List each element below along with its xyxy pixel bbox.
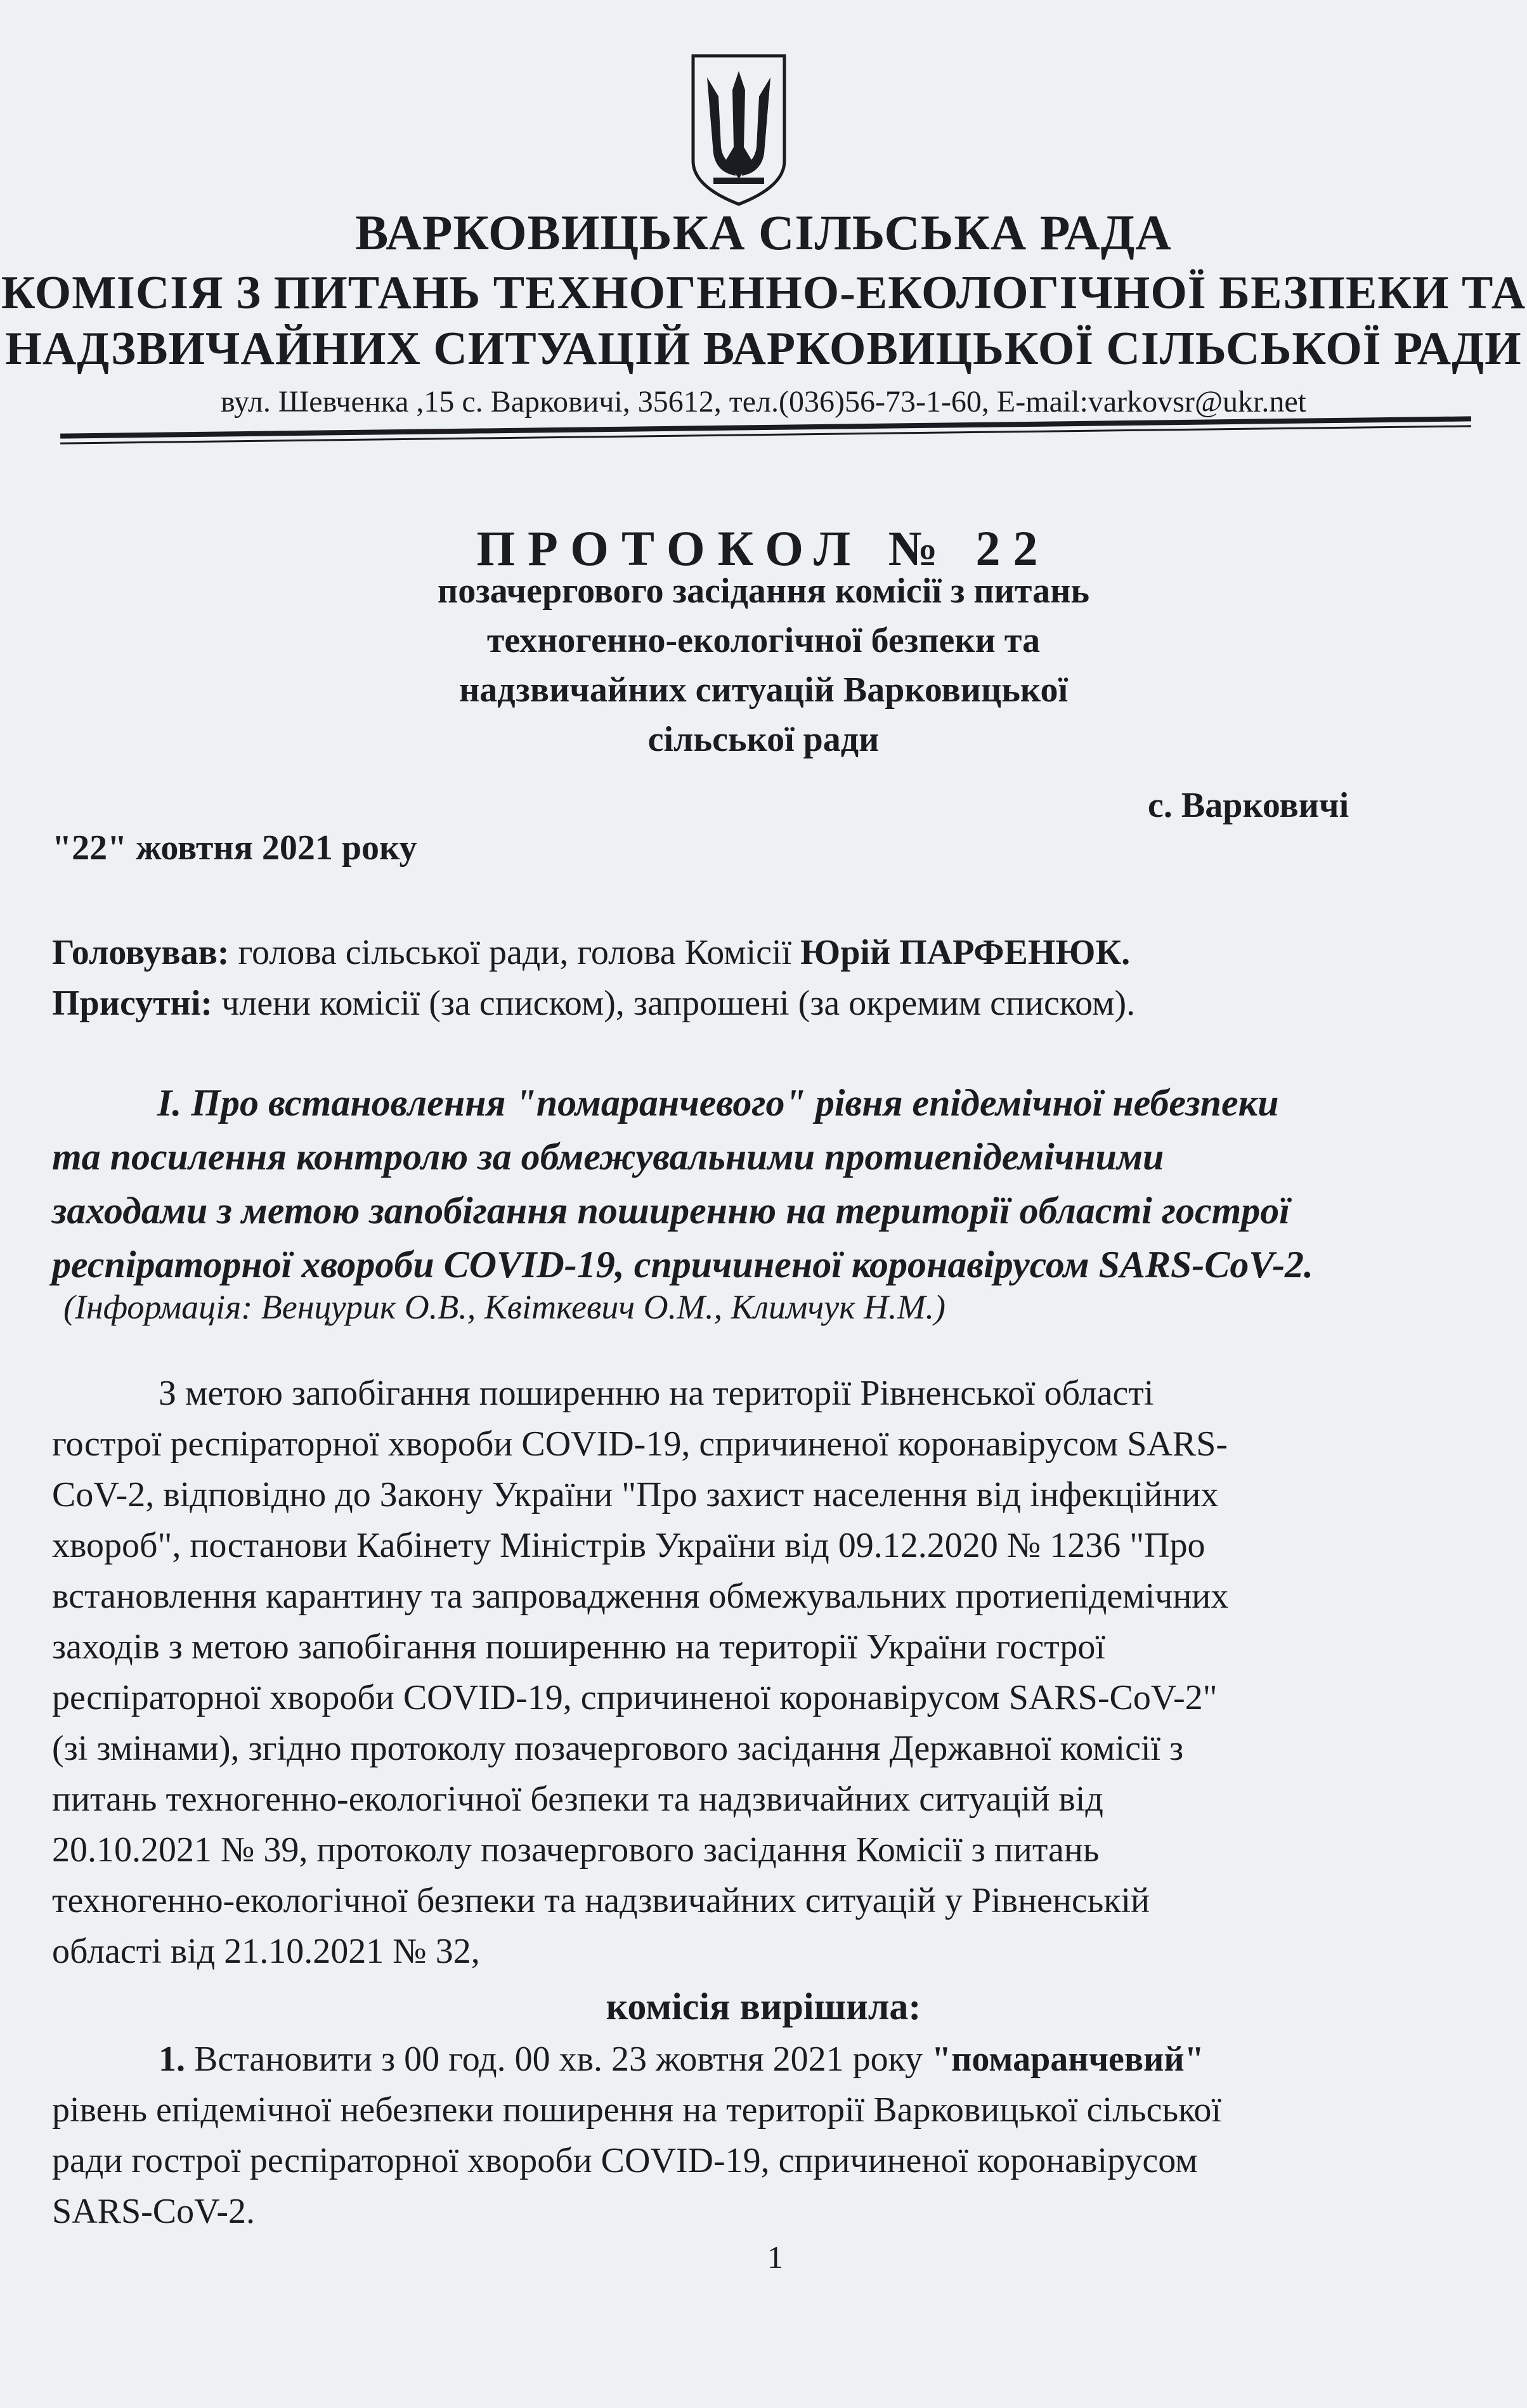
protocol-subtitle-line: позачергового засідання комісії з питань (438, 571, 1089, 611)
protocol-subtitle-line: техногенно-екологічної безпеки та (486, 621, 1041, 660)
body-line: заходів з метою запобігання поширенню на території України гострої (52, 1627, 1105, 1667)
decision-point-number: 1. (159, 2040, 185, 2079)
page-number: 1 (767, 2239, 783, 2275)
council-name: ВАРКОВИЦЬКА СІЛЬСЬКА РАДА (355, 205, 1172, 260)
chaired-label: Головував: (52, 933, 230, 972)
body-line: респіраторної хвороби COVID-19, спричиненої коронавірусом SARS-CoV-2" (52, 1678, 1218, 1717)
agenda-item-heading-line: респіраторної хвороби COVID-19, спричиненої коронавірусом SARS-CoV-2. (52, 1244, 1314, 1285)
chaired-line (52, 932, 1479, 973)
decision-point-line: рівень епідемічної небезпеки поширення на території Варковицької сільської (52, 2090, 1221, 2130)
body-line: З метою запобігання поширенню на території Рівненської області (159, 1374, 1154, 1413)
agenda-item-heading-line: I. Про встановлення "помаранчевого" рівня епідемічної небезпеки (157, 1082, 1279, 1124)
commission-name-line1: КОМІСІЯ З ПИТАНЬ ТЕХНОГЕННО-ЕКОЛОГІЧНОЇ БЕЗПЕКИ ТА (1, 267, 1526, 319)
epidemic-level: "помаранчевий" (932, 2040, 1204, 2079)
body-line: техногенно-екологічної безпеки та надзвичайних ситуацій у Рівненській (52, 1881, 1150, 1920)
present-label: Присутні: (52, 984, 213, 1023)
decision-point-line (159, 2039, 1478, 2079)
decision-point-text: Встановити з 00 год. 00 хв. 23 жовтня 2021 року (185, 2040, 932, 2079)
body-line: 20.10.2021 № 39, протоколу позачергового засідання Комісії з питань (52, 1830, 1100, 1870)
protocol-subtitle-line: надзвичайних ситуацій Варковицької (458, 670, 1068, 710)
present-line (52, 983, 1479, 1024)
agenda-item-heading-line: та посилення контролю за обмежувальними протиепідемічними (52, 1136, 1164, 1178)
present-text: члени комісії (за списком), запрошені (за окремим списком). (212, 984, 1136, 1023)
protocol-subtitle-line: сільської ради (647, 720, 880, 759)
body-line: встановлення карантину та запровадження обмежувальних протиепідемічних (52, 1577, 1229, 1616)
council-address: вул. Шевченка ,15 с. Варковичі, 35612, тел.(036)56-73-1-60, E-mail:varkovsr@ukr.net (220, 385, 1307, 419)
body-line: хвороб", постанови Кабінету Міністрів України від 09.12.2020 № 1236 "Про (52, 1526, 1205, 1565)
body-line: (зі змінами), згідно протоколу позачергового засідання Державної комісії з (52, 1729, 1184, 1768)
body-line: області від 21.10.2021 № 32, (52, 1932, 480, 1971)
agenda-item-heading-line: заходами з метою запобігання поширенню на території області гострої (52, 1190, 1290, 1232)
protocol-title: ПРОТОКОЛ № 22 (476, 521, 1051, 576)
body-line: питань техногенно-екологічної безпеки та надзвичайних ситуацій від (52, 1780, 1103, 1819)
body-line: гострої респіраторної хвороби COVID-19, спричиненої коронавірусом SARS- (52, 1424, 1228, 1464)
meeting-date: "22" жовтня 2021 року (52, 828, 417, 868)
decision-point-line: ради гострої респіраторної хвороби COVID-19, спричиненої коронавірусом (52, 2141, 1198, 2180)
meeting-place: с. Варковичі (1148, 786, 1349, 825)
agenda-item-info: (Інформація: Венцурик О.В., Квіткевич О.М., Климчук Н.М.) (63, 1288, 945, 1326)
decision-heading: комісія вирішила: (606, 1986, 921, 2027)
trident-emblem-icon (688, 52, 789, 207)
chair-name: Юрій ПАРФЕНЮК. (800, 933, 1131, 972)
commission-name-line2: НАДЗВИЧАЙНИХ СИТУАЦІЙ ВАРКОВИЦЬКОЇ СІЛЬСЬКОЇ РАДИ (5, 323, 1522, 375)
body-line: CoV-2, відповідно до Закону України "Про захист населення від інфекційних (52, 1475, 1219, 1514)
decision-point-line: SARS-CoV-2. (52, 2192, 256, 2231)
chaired-text: голова сільської ради, голова Комісії (229, 933, 801, 972)
